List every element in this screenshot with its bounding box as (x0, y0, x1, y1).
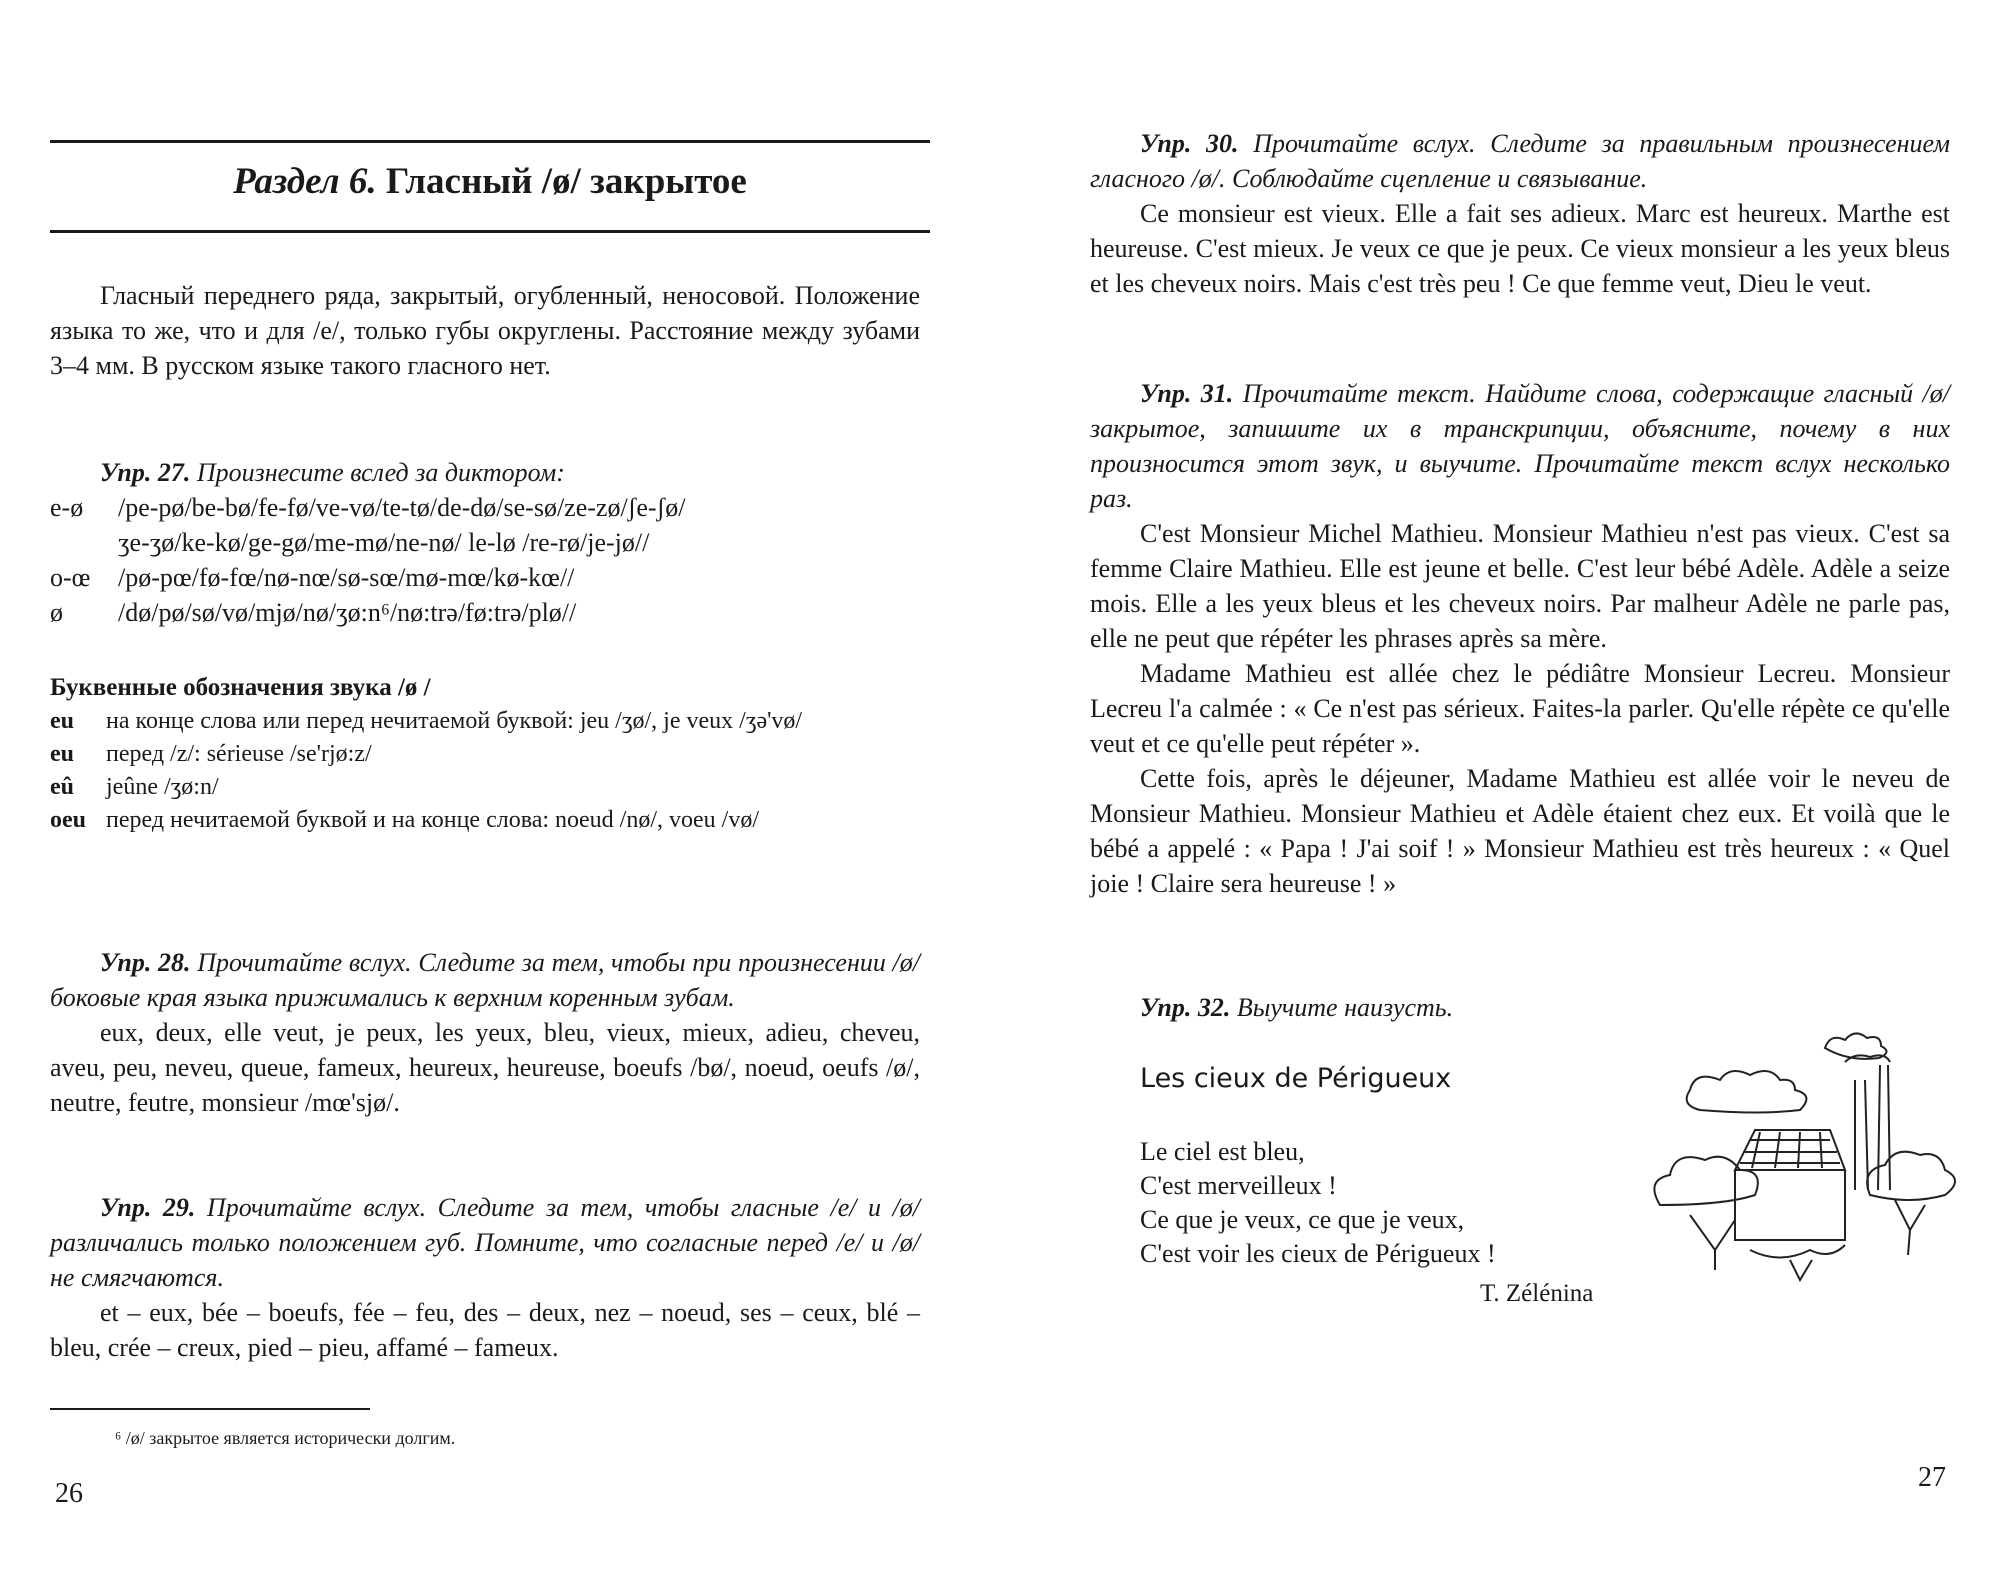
section-number: Раздел 6. (233, 161, 377, 202)
poem-line: Ce que je veux, ce que je veux, (1140, 1205, 1465, 1234)
heading-bottom-rule (50, 230, 930, 233)
poem-line: C'est voir les cieux de Périgueux ! (1140, 1239, 1496, 1268)
exercise-31-instruction: Прочитайте текст. Найдите слова, содержащие гласный /ø/ закрытое, запишите их в транскрипции, объясните, почему в них произносится этот звук, и выучите. Прочитайте текст вслух несколько раз. (1090, 379, 1950, 513)
exercise-31 (1090, 376, 1950, 901)
town-doodle-illustration (1640, 1020, 1960, 1290)
letter-notations (50, 670, 890, 837)
drill-text: /dø/pø/sø/vø/mjø/nø/ʒø:n⁶/nø:trə/fø:trə/plø// (118, 598, 577, 627)
exercise-29-heading (50, 1190, 920, 1295)
exercise-30-instruction: Прочитайте вслух. Следите за правильным произнесением гласного /ø/. Соблюдайте сцепление и связывание. (1090, 129, 1950, 193)
letter-text: jeûne /ʒø:n/ (106, 774, 219, 800)
drill-text: ʒe-ʒø/ke-kø/ge-gø/me-mø/ne-nø/ le-lø /re-rø/je-jø// (118, 528, 650, 557)
exercise-29-number: Упр. 29. (100, 1193, 196, 1222)
drill-row (50, 560, 920, 595)
exercise-27-heading (50, 455, 920, 490)
heading-top-rule (50, 140, 930, 143)
exercise-28-body: eux, deux, elle veut, je peux, les yeux, bleu, vieux, mieux, adieu, cheveu, aveu, peu, neveu, queue, fameux, heureux, heureuse, boeufs /bø/, noeud, oeufs /ø/, neutre, feutre, monsieur /mœ'sjø/. (50, 1018, 920, 1117)
intro-paragraph: Гласный переднего ряда, закрытый, огубленный, неносовой. Положение языка то же, что и для /e/, только губы округлены. Расстояние между зубами 3–4 мм. В русском языке такого гласного нет. (50, 281, 920, 380)
drill-row (50, 525, 920, 560)
exercise-27-instruction: Произнесите вслед за диктором: (196, 458, 565, 487)
exercise-32-instruction: Выучите наизусть. (1236, 993, 1454, 1022)
letter-text: перед /z/: sérieuse /se'rjø:z/ (106, 741, 372, 767)
drill-label (50, 525, 118, 560)
exercise-28-heading (50, 945, 920, 1015)
letter-label: eu (50, 708, 74, 734)
letter-row (50, 705, 890, 738)
letter-row (50, 804, 890, 837)
footnote-rule (50, 1408, 370, 1410)
exercise-31-heading (1090, 376, 1950, 516)
exercise-30-heading (1090, 126, 1950, 196)
exercise-28-number: Упр. 28. (100, 948, 191, 977)
exercise-27 (50, 455, 920, 630)
exercise-29-instruction: Прочитайте вслух. Следите за тем, чтобы гласные /e/ и /ø/ различались только положением губ. Помните, что согласные перед /e/ и /ø/ не смягчаются. (50, 1193, 921, 1292)
poem-author: T. Zélénina (1480, 1280, 1594, 1307)
poem (1140, 1135, 1496, 1271)
letter-text: перед нечитаемой буквой и на конце слова: noeud /nø/, voeu /vø/ (106, 807, 760, 833)
section-heading (50, 160, 930, 203)
drill-text: /pe-pø/be-bø/fe-fø/ve-vø/te-tø/de-dø/se-sø/ze-zø/ʃe-ʃø/ (118, 493, 686, 522)
exercise-31-number: Упр. 31. (1140, 379, 1234, 408)
letter-notations-title: Буквенные обозначения звука /ø / (50, 674, 431, 701)
footnote: ⁶ /ø/ закрытое является исторически долгим. (115, 1428, 456, 1448)
exercise-31-paragraph: C'est Monsieur Michel Mathieu. Monsieur Mathieu n'est pas vieux. C'est sa femme Claire Mathieu. Elle est jeune et belle. C'est leur bébé Adèle. Adèle a seize mois. Elle a les yeux bleus et les cheveux noirs. Par malheur Adèle ne parle pas, elle ne peut que répéter les phrases après sa mère. (1090, 519, 1950, 653)
page-number-right: 27 (1918, 1462, 1946, 1493)
page-number-left: 26 (55, 1478, 83, 1509)
poem-title: Les cieux de Périgueux (1140, 1063, 1452, 1094)
letter-label: eû (50, 774, 74, 800)
exercise-27-number: Упр. 27. (100, 458, 191, 487)
drill-row (50, 490, 920, 525)
exercise-28-instruction: Прочитайте вслух. Следите за тем, чтобы при произнесении /ø/ боковые края языка прижимались к верхним коренным зубам. (50, 948, 921, 1012)
drill-text: /pø-pœ/fø-fœ/nø-nœ/sø-sœ/mø-mœ/kø-kœ// (118, 563, 575, 592)
drill-label: e-ø (50, 493, 84, 522)
letter-label: oeu (50, 807, 86, 833)
letter-label: eu (50, 741, 74, 767)
exercise-28 (50, 945, 920, 1120)
letter-text: на конце слова или перед нечитаемой буквой: jeu /ʒø/, je veux /ʒə'vø/ (106, 708, 803, 734)
drill-row (50, 595, 920, 630)
letter-row (50, 771, 890, 804)
poem-line: C'est merveilleux ! (1140, 1171, 1337, 1200)
exercise-32 (1090, 990, 1690, 1025)
drill-label: ø (50, 598, 63, 627)
exercise-30 (1090, 126, 1950, 301)
poem-line: Le ciel est bleu, (1140, 1137, 1305, 1166)
exercise-31-paragraph: Madame Mathieu est allée chez le pédiâtre Monsieur Lecreu. Monsieur Lecreu l'a calmée : « Ce n'est pas sérieux. Faites-la parler. Qu'elle répète ce qu'elle veut et ce qu'elle peut répéter ». (1090, 659, 1950, 758)
exercise-31-paragraph: Cette fois, après le déjeuner, Madame Mathieu est allée voir le neveu de Monsieur Mathieu. Monsieur Mathieu et Adèle étaient chez eux. Et voilà que le bébé a appelé : « Papa ! J'ai soif ! » Monsieur Mathieu est très heureux : « Quel joie ! Claire sera heureuse ! » (1090, 764, 1950, 898)
exercise-32-heading (1090, 990, 1690, 1025)
right-page (1000, 0, 2000, 1588)
exercise-32-number: Упр. 32. (1140, 993, 1231, 1022)
exercise-29-body: et – eux, bée – boeufs, fée – feu, des – deux, nez – noeud, ses – ceux, blé – bleu, crée – creux, pied – pieu, affamé – fameux. (50, 1298, 920, 1362)
exercise-30-number: Упр. 30. (1140, 129, 1239, 158)
section-title: Гласный /ø/ закрытое (385, 161, 747, 202)
letter-row (50, 738, 890, 771)
drill-label: o-œ (50, 563, 91, 592)
exercise-30-body: Ce monsieur est vieux. Elle a fait ses adieux. Marc est heureux. Marthe est heureuse. C'est mieux. Je veux ce que je peux. Ce vieux monsieur a les yeux bleus et les cheveux noirs. Mais c'est très peu ! Ce que femme veut, Dieu le veut. (1090, 199, 1950, 298)
exercise-29 (50, 1190, 920, 1365)
